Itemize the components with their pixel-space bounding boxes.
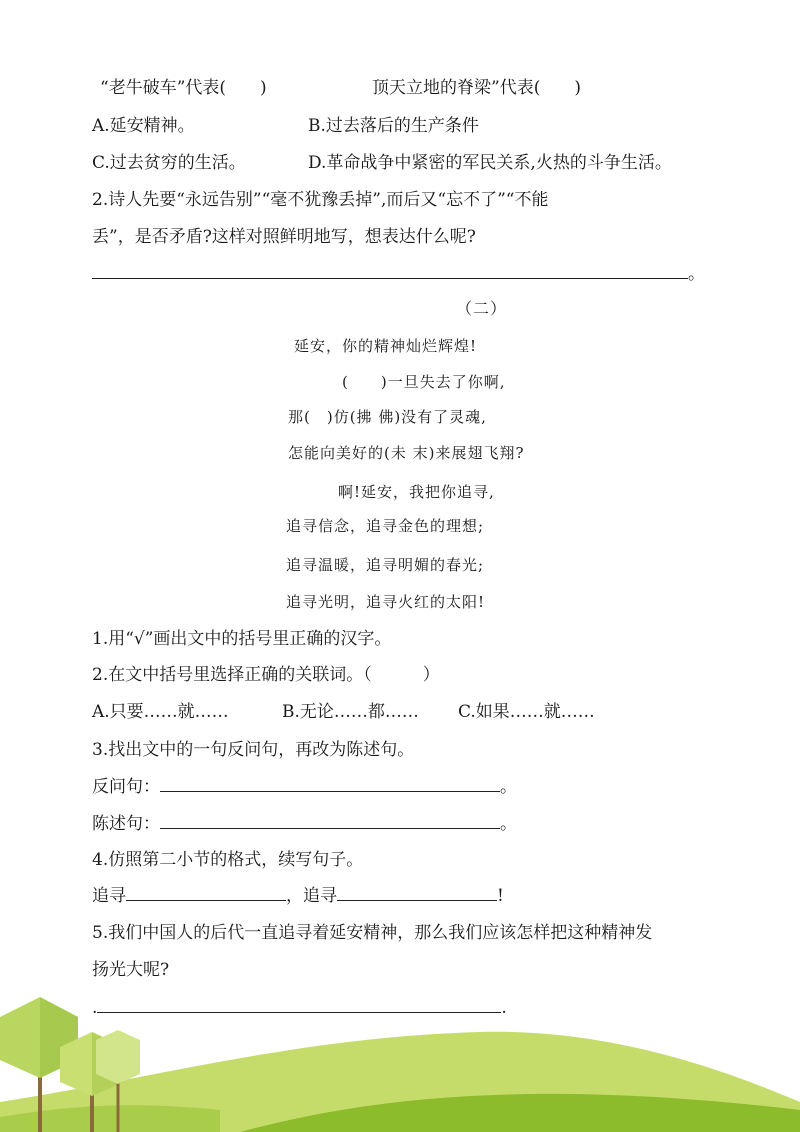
answer-blank[interactable] [92,262,688,279]
q5-answer-start: . [92,998,98,1018]
q2-option-a: A.只要……就…… [92,702,229,722]
option-a: A.延安精神。 [92,116,195,136]
part2-question-5-line-2: 扬光大呢? [92,960,170,980]
answer-line-q2 [92,262,705,286]
continuation-blank-2[interactable] [337,884,497,901]
question-2-line-2: 丢”，是否矛盾?这样对照鲜明地写，想表达什么呢? [92,227,476,247]
poem-line-4: 怎能向美好的(未 末)来展翅飞翔? [288,444,525,462]
poem-line-6: 追寻信念，追寻金色的理想; [286,517,485,535]
option-b: B.过去落后的生产条件 [308,116,479,136]
rhetorical-label: 反问句： [92,777,160,797]
option-c: C.过去贫穷的生活。 [92,153,246,173]
rhetorical-blank[interactable] [160,775,500,792]
continuation-word-1: 追寻 [92,886,126,906]
declarative-answer-row [92,812,517,836]
declarative-label: 陈述句： [92,814,160,834]
continuation-blank-1[interactable] [126,884,286,901]
poem-line-2: ( )一旦失去了你啊, [342,373,506,391]
continuation-mid: ，追寻 [286,886,337,906]
continuation-end: ! [497,886,504,906]
poem-line-3: 那( )仿(拂 佛)没有了灵魂, [288,408,487,426]
rhetorical-answer-row [92,775,517,799]
poem-line-8: 追寻光明，追寻火红的太阳! [286,593,486,611]
rhetorical-period: 。 [500,777,517,797]
section-title: （二） [456,299,508,318]
continuation-row [92,884,504,908]
part2-question-4: 4.仿照第二小节的格式，续写句子。 [92,850,364,870]
option-d: D.革命战争中紧密的军民关系,火热的斗争生活。 [308,153,672,173]
poem-line-7: 追寻温暖，追寻明媚的春光; [286,556,485,574]
part2-question-5-line-1: 5.我们中国人的后代一直追寻着延安精神，那么我们应该怎样把这种精神发 [92,923,653,943]
part2-question-3: 3.找出文中的一句反问句，再改为陈述句。 [92,740,415,760]
poem-line-5: 啊!延安，我把你追寻, [338,483,495,501]
q2-option-b: B.无论……都…… [282,702,419,722]
question-phrase-1: “老牛破车”代表( ) [100,78,267,98]
part2-question-1: 1.用“√”画出文中的括号里正确的汉字。 [92,629,392,649]
q5-answer-end: . [501,998,507,1018]
tree-leaf-icon [96,1030,140,1084]
q2-option-c: C.如果……就…… [458,702,595,722]
answer-end-mark: 。 [688,264,705,284]
poem-line-1: 延安，你的精神灿烂辉煌! [294,337,478,355]
declarative-period: 。 [500,814,517,834]
declarative-blank[interactable] [160,812,500,829]
part2-question-2: 2.在文中括号里选择正确的关联词。（ ） [92,665,440,685]
question-phrase-2: 顶天立地的脊梁”代表( ) [372,78,581,98]
question-2-line-1: 2.诗人先要“永远告别”“毫不犹豫丢掉”,而后又“忘不了”“不能 [92,190,549,210]
decorative-landscape [0,982,800,1132]
